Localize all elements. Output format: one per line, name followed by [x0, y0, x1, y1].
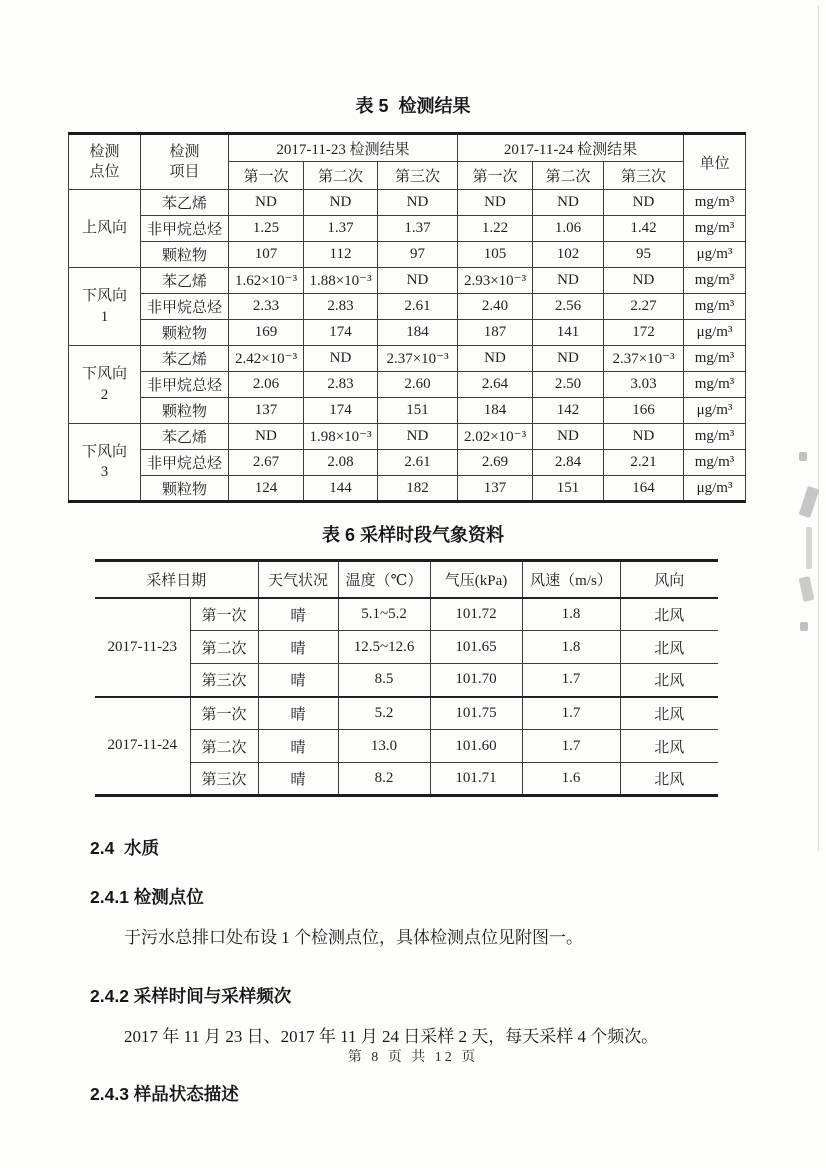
value-cell: 164: [604, 476, 684, 502]
unit-cell: mg/m³: [684, 346, 746, 372]
pressure-cell: 101.65: [430, 631, 522, 664]
wind-direction-cell: 北风: [620, 730, 718, 763]
value-cell: 1.25: [229, 216, 304, 242]
header-day2-group: 2017-11-24 检测结果: [458, 134, 684, 162]
time-cell: 第二次: [190, 730, 258, 763]
value-cell: 2.83: [304, 294, 378, 320]
value-cell: ND: [533, 346, 604, 372]
weather-cell: 晴: [258, 598, 338, 631]
time-cell: 第二次: [190, 631, 258, 664]
value-cell: 3.03: [604, 372, 684, 398]
temperature-cell: 12.5~12.6: [338, 631, 430, 664]
table-row: [69, 450, 746, 476]
value-cell: 2.67: [229, 450, 304, 476]
wind-direction-cell: 北风: [620, 697, 718, 730]
weather-cell: 晴: [258, 631, 338, 664]
value-cell: ND: [533, 424, 604, 450]
item-cell: 非甲烷总烃: [141, 294, 229, 320]
value-cell: ND: [378, 268, 458, 294]
item-cell: 苯乙烯: [141, 190, 229, 216]
table-row: [69, 398, 746, 424]
table-row: [69, 268, 746, 294]
header-wind-direction: 风向: [620, 561, 718, 598]
weather-cell: 晴: [258, 697, 338, 730]
table5-header-row-1: [69, 134, 746, 162]
value-cell: 1.88×10⁻³: [304, 268, 378, 294]
item-cell: 颗粒物: [141, 320, 229, 346]
item-cell: 非甲烷总烃: [141, 450, 229, 476]
value-cell: ND: [533, 190, 604, 216]
value-cell: 1.62×10⁻³: [229, 268, 304, 294]
point-line1: 上风向: [81, 220, 127, 237]
header-sample-date: 采样日期: [95, 561, 258, 598]
item-cell: 苯乙烯: [141, 346, 229, 372]
wind-speed-cell: 1.7: [522, 730, 620, 763]
time-cell: 第一次: [190, 598, 258, 631]
value-cell: 2.02×10⁻³: [458, 424, 533, 450]
value-cell: ND: [229, 424, 304, 450]
value-cell: 2.08: [304, 450, 378, 476]
value-cell: 1.22: [458, 216, 533, 242]
table-row: [69, 216, 746, 242]
weather-cell: 晴: [258, 763, 338, 796]
unit-cell: mg/m³: [684, 424, 746, 450]
item-cell: 颗粒物: [141, 476, 229, 502]
point-line1: 下风向: [81, 366, 127, 383]
value-cell: 2.27: [604, 294, 684, 320]
value-cell: 137: [458, 476, 533, 502]
value-cell: 2.93×10⁻³: [458, 268, 533, 294]
table-row: [69, 320, 746, 346]
value-cell: 151: [533, 476, 604, 502]
value-cell: ND: [378, 190, 458, 216]
unit-cell: μg/m³: [684, 242, 746, 268]
value-cell: 137: [229, 398, 304, 424]
value-cell: ND: [604, 190, 684, 216]
value-cell: 2.56: [533, 294, 604, 320]
wind-direction-cell: 北风: [620, 664, 718, 697]
temperature-cell: 5.1~5.2: [338, 598, 430, 631]
section-heading-2-4-2: 2.4.2 采样时间与采样频次: [90, 985, 292, 1006]
scan-smudge: [799, 576, 815, 602]
value-cell: 142: [533, 398, 604, 424]
value-cell: 174: [304, 398, 378, 424]
value-cell: 107: [229, 242, 304, 268]
scan-smudge: [799, 486, 820, 518]
value-cell: 2.37×10⁻³: [378, 346, 458, 372]
value-cell: 2.40: [458, 294, 533, 320]
unit-cell: μg/m³: [684, 476, 746, 502]
wind-speed-cell: 1.8: [522, 631, 620, 664]
unit-cell: mg/m³: [684, 294, 746, 320]
weather-cell: 晴: [258, 730, 338, 763]
value-cell: 105: [458, 242, 533, 268]
item-cell: 非甲烷总烃: [141, 372, 229, 398]
point-line2: 1: [100, 308, 109, 325]
table6-header-row: [95, 561, 718, 598]
table-row: [69, 242, 746, 268]
wind-speed-cell: 1.7: [522, 697, 620, 730]
table-row: [69, 294, 746, 320]
value-cell: 1.37: [304, 216, 378, 242]
point-cell: [69, 424, 141, 502]
point-line2: 3: [100, 464, 109, 480]
value-cell: 2.64: [458, 372, 533, 398]
value-cell: 151: [378, 398, 458, 424]
value-cell: 97: [378, 242, 458, 268]
weather-cell: 晴: [258, 664, 338, 697]
header-time: 第一次: [458, 162, 533, 190]
value-cell: ND: [533, 268, 604, 294]
point-cell: [69, 268, 141, 346]
unit-cell: mg/m³: [684, 268, 746, 294]
header-item-line2: 项目: [169, 164, 200, 180]
value-cell: ND: [458, 346, 533, 372]
value-cell: ND: [604, 268, 684, 294]
unit-cell: μg/m³: [684, 398, 746, 424]
unit-cell: μg/m³: [684, 320, 746, 346]
pressure-cell: 101.70: [430, 664, 522, 697]
value-cell: 144: [304, 476, 378, 502]
item-cell: 苯乙烯: [141, 268, 229, 294]
table-row: [95, 598, 718, 631]
pressure-cell: 101.72: [430, 598, 522, 631]
table-row: [69, 346, 746, 372]
value-cell: ND: [304, 346, 378, 372]
wind-direction-cell: 北风: [620, 763, 718, 796]
header-point-line1: 检测: [89, 143, 120, 160]
value-cell: ND: [304, 190, 378, 216]
value-cell: 184: [458, 398, 533, 424]
unit-cell: mg/m³: [684, 372, 746, 398]
temperature-cell: 8.2: [338, 763, 430, 796]
value-cell: 102: [533, 242, 604, 268]
pressure-cell: 101.75: [430, 697, 522, 730]
wind-speed-cell: 1.7: [522, 664, 620, 697]
wind-speed-cell: 1.8: [522, 598, 620, 631]
item-cell: 非甲烷总烃: [141, 216, 229, 242]
scan-smudge: [799, 452, 807, 461]
value-cell: 182: [378, 476, 458, 502]
header-time: 第一次: [229, 162, 304, 190]
point-line1: 下风向: [81, 443, 127, 460]
table-row: [69, 190, 746, 216]
unit-cell: mg/m³: [684, 216, 746, 242]
value-cell: 2.60: [378, 372, 458, 398]
point-line2: 2: [100, 386, 109, 403]
value-cell: 95: [604, 242, 684, 268]
value-cell: 1.42: [604, 216, 684, 242]
header-item: [141, 134, 229, 190]
item-cell: 苯乙烯: [141, 424, 229, 450]
value-cell: 2.06: [229, 372, 304, 398]
temperature-cell: 5.2: [338, 697, 430, 730]
date-cell: 2017-11-23: [95, 598, 190, 697]
value-cell: 169: [229, 320, 304, 346]
header-point: [69, 134, 141, 190]
header-temperature: 温度（℃）: [338, 561, 430, 598]
value-cell: 2.50: [533, 372, 604, 398]
table6-weather-data: [95, 559, 718, 797]
unit-cell: mg/m³: [684, 450, 746, 476]
time-cell: 第三次: [190, 664, 258, 697]
value-cell: 166: [604, 398, 684, 424]
header-day1-group: 2017-11-23 检测结果: [229, 134, 458, 162]
value-cell: 1.06: [533, 216, 604, 242]
scan-smudge: [800, 622, 808, 631]
wind-direction-cell: 北风: [620, 598, 718, 631]
value-cell: 124: [229, 476, 304, 502]
point-line1: 下风向: [81, 288, 127, 305]
header-pressure: 气压(kPa): [430, 561, 522, 598]
wind-speed-cell: 1.6: [522, 763, 620, 796]
time-cell: 第三次: [190, 763, 258, 796]
table5-title: 表 5 检测结果: [355, 96, 471, 116]
value-cell: 1.37: [378, 216, 458, 242]
table6-title: 表 6 采样时段气象资料: [321, 525, 504, 545]
time-cell: 第一次: [190, 697, 258, 730]
section-heading-2-4-3: 2.4.3 样品状态描述: [90, 1084, 239, 1105]
table-row: [69, 372, 746, 398]
pressure-cell: 101.71: [430, 763, 522, 796]
paragraph-2-4-2: 2017 年 11 月 23 日、2017 年 11 月 24 日采样 2 天，每天采样 4 个频次。: [124, 1026, 659, 1046]
header-weather: 天气状况: [258, 561, 338, 598]
value-cell: 187: [458, 320, 533, 346]
header-time: 第三次: [378, 162, 458, 190]
value-cell: 2.42×10⁻³: [229, 346, 304, 372]
point-cell: [69, 190, 141, 268]
value-cell: 141: [533, 320, 604, 346]
value-cell: 184: [378, 320, 458, 346]
table-row: [69, 424, 746, 450]
value-cell: ND: [604, 424, 684, 450]
temperature-cell: 8.5: [338, 664, 430, 697]
item-cell: 颗粒物: [141, 398, 229, 424]
value-cell: 2.84: [533, 450, 604, 476]
value-cell: 2.69: [458, 450, 533, 476]
date-cell: 2017-11-24: [95, 697, 190, 796]
pressure-cell: 101.60: [430, 730, 522, 763]
temperature-cell: 13.0: [338, 730, 430, 763]
point-cell: [69, 346, 141, 424]
wind-direction-cell: 北风: [620, 631, 718, 664]
value-cell: 2.83: [304, 372, 378, 398]
value-cell: 2.61: [378, 450, 458, 476]
header-point-line2: 点位: [89, 164, 120, 180]
table5-detection-results: [68, 132, 746, 503]
section-heading-2-4: 2.4 水质: [90, 838, 160, 858]
scan-edge-artifact: [818, 6, 819, 851]
header-wind-speed: 风速（m/s）: [522, 561, 620, 598]
value-cell: ND: [378, 424, 458, 450]
value-cell: 172: [604, 320, 684, 346]
header-unit: 单位: [684, 134, 746, 190]
header-time: 第三次: [604, 162, 684, 190]
header-time: 第二次: [533, 162, 604, 190]
paragraph-2-4-1: 于污水总排口处布设 1 个检测点位，具体检测点位见附图一。: [124, 928, 583, 947]
table-row: [69, 476, 746, 502]
value-cell: 112: [304, 242, 378, 268]
section-heading-2-4-1: 2.4.1 检测点位: [90, 887, 204, 907]
page-number-footer: 第 8 页 共 12 页: [347, 1050, 479, 1065]
value-cell: 2.61: [378, 294, 458, 320]
value-cell: ND: [458, 190, 533, 216]
value-cell: 2.37×10⁻³: [604, 346, 684, 372]
header-time: 第二次: [304, 162, 378, 190]
unit-cell: mg/m³: [684, 190, 746, 216]
header-item-line1: 检测: [169, 143, 200, 160]
value-cell: 1.98×10⁻³: [304, 424, 378, 450]
value-cell: 2.21: [604, 450, 684, 476]
value-cell: 174: [304, 320, 378, 346]
table-row: [95, 697, 718, 730]
item-cell: 颗粒物: [141, 242, 229, 268]
scan-smudge: [806, 527, 812, 569]
value-cell: ND: [229, 190, 304, 216]
value-cell: 2.33: [229, 294, 304, 320]
